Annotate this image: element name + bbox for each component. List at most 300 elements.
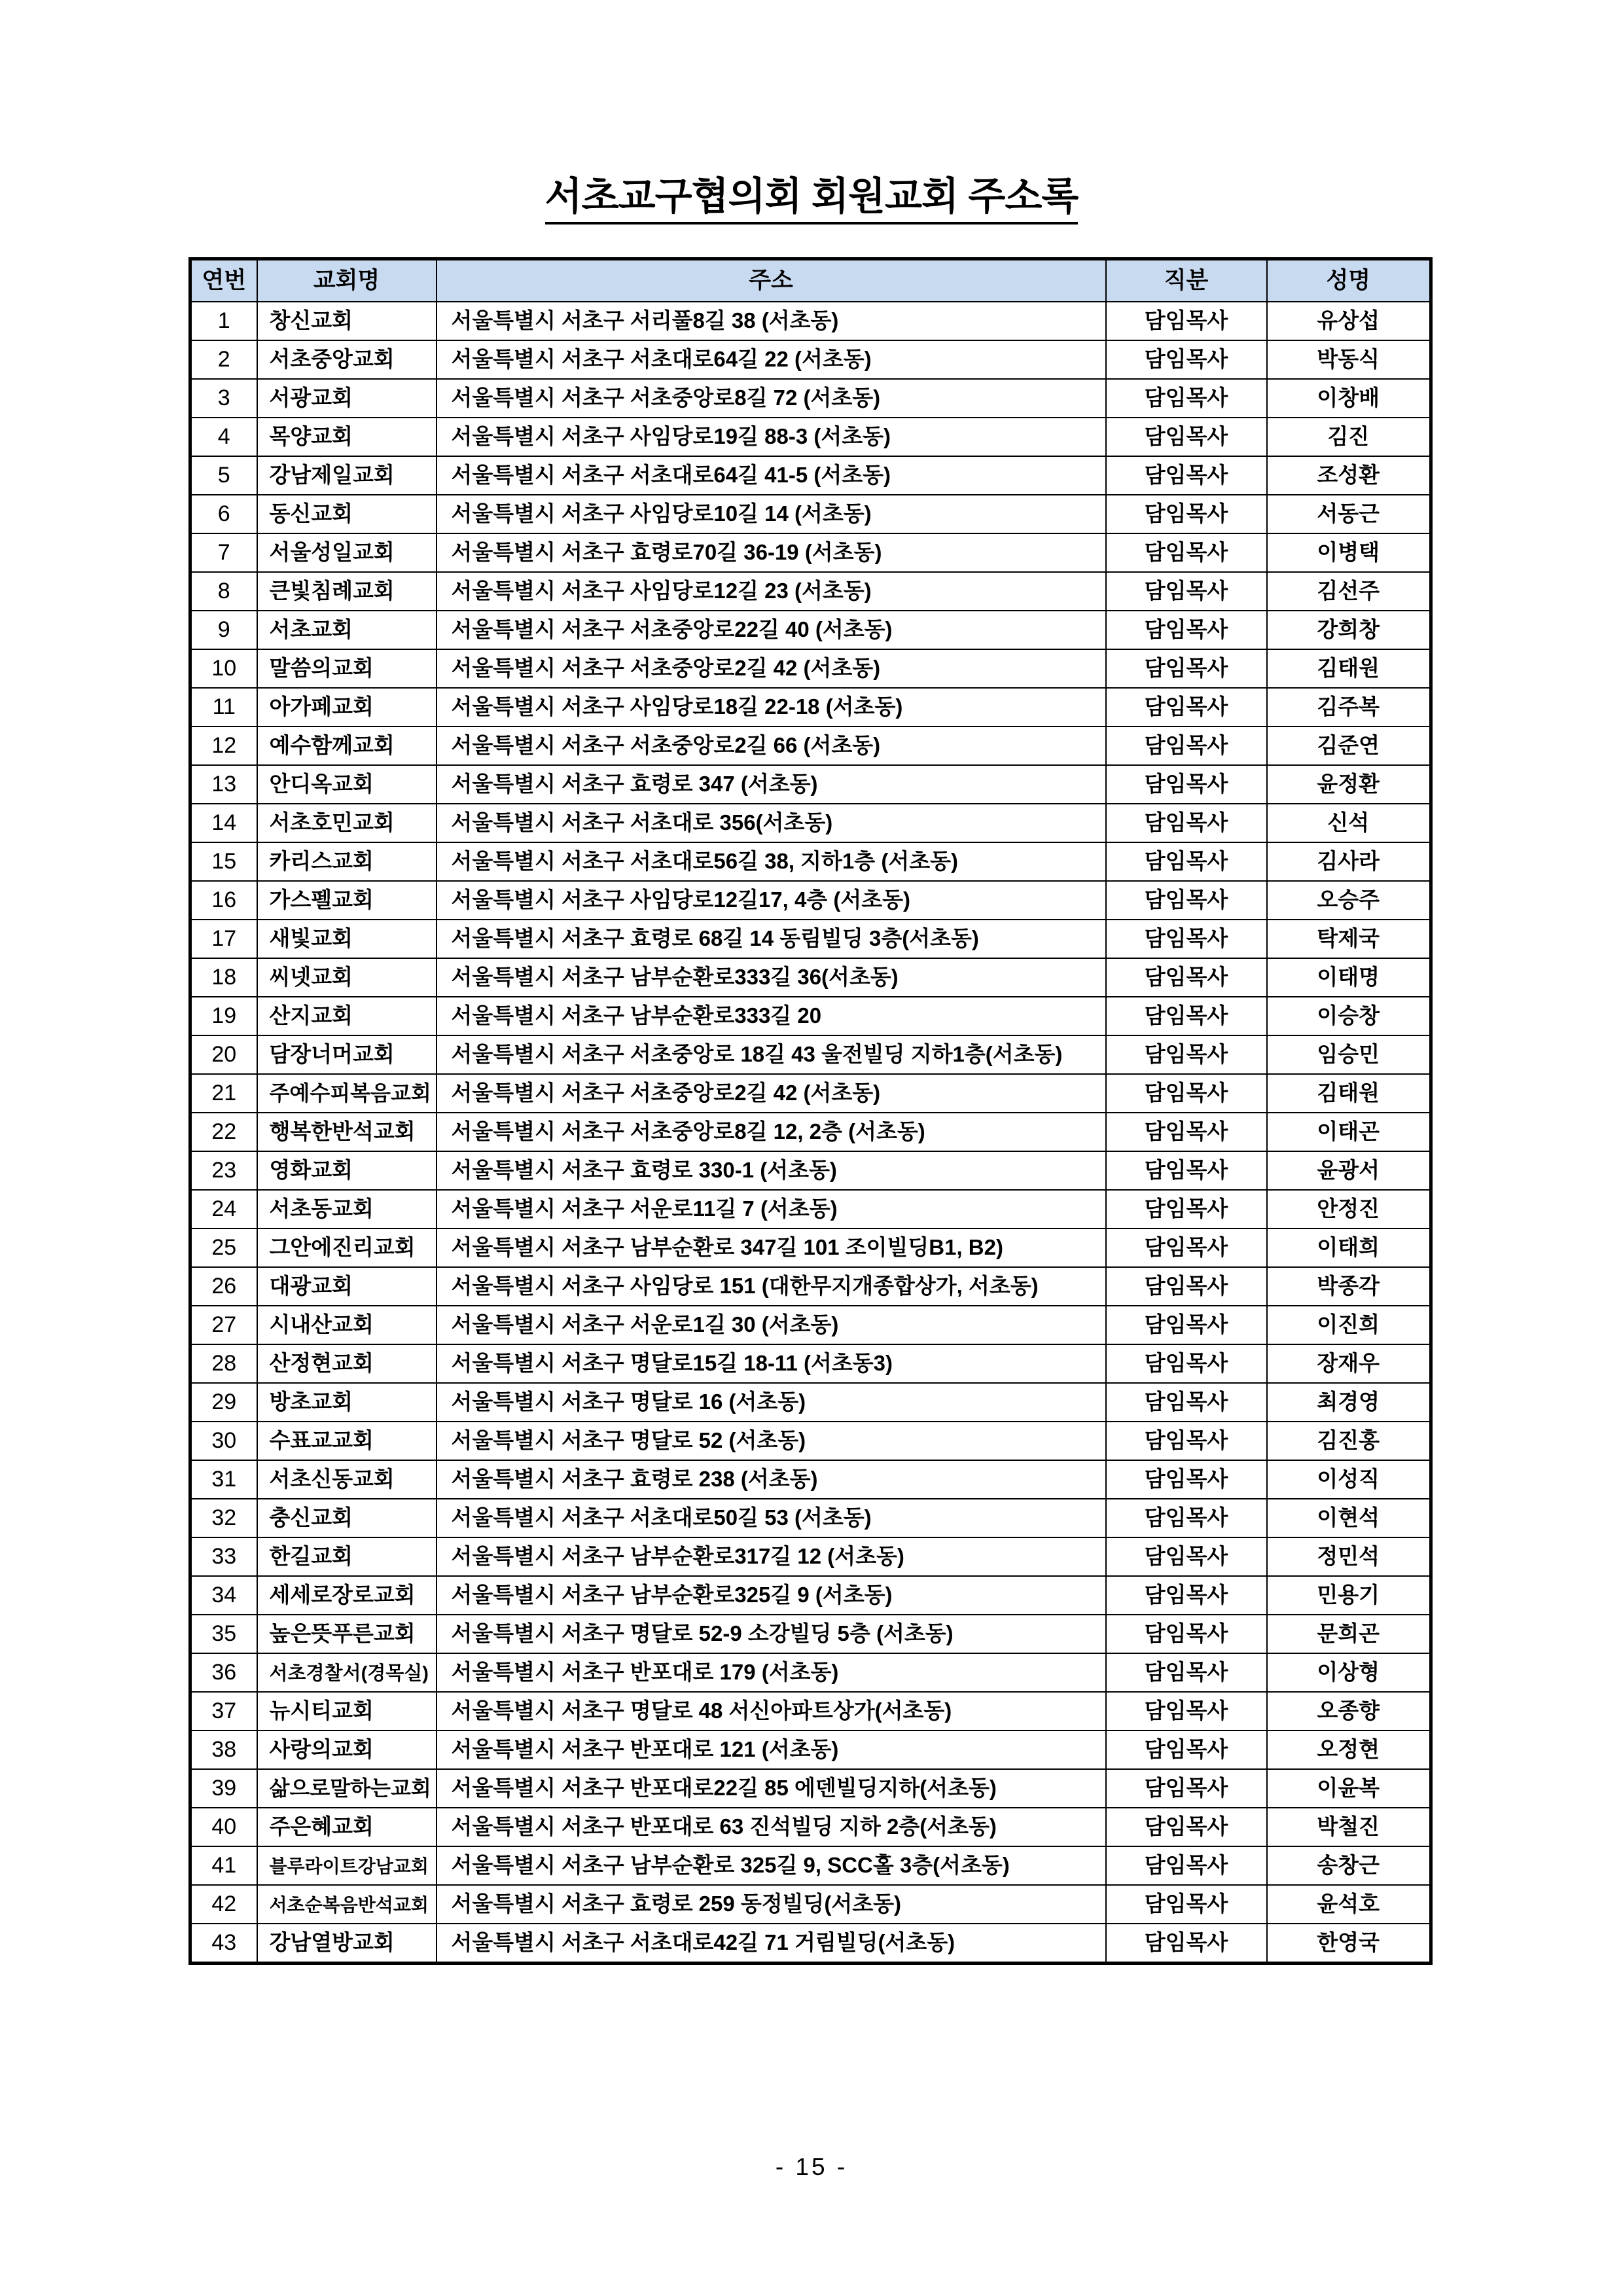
cell-role-text: 담임목사 xyxy=(1144,810,1228,835)
cell-church-name-text: 아가페교회 xyxy=(269,694,374,719)
cell-address-text: 서울특별시 서초구 남부순환로 325길 9, SCC홀 3층(서초동) xyxy=(451,1853,1010,1878)
cell-church-name-text: 서초경찰서(경목실) xyxy=(269,1663,429,1685)
cell-church-name-text: 한길교회 xyxy=(269,1544,353,1569)
cell-person-name-text: 탁제국 xyxy=(1317,926,1380,951)
cell-no xyxy=(190,804,257,842)
cell-no-text: 24 xyxy=(211,1196,237,1221)
cell-address xyxy=(437,958,1106,997)
cell-person-name-text: 김태원 xyxy=(1317,656,1380,681)
cell-no xyxy=(190,1344,257,1383)
cell-no-text: 15 xyxy=(211,848,237,874)
cell-address-text: 서울특별시 서초구 남부순환로317길 12 (서초동) xyxy=(451,1544,904,1569)
cell-role-text: 담임목사 xyxy=(1144,1698,1228,1723)
cell-role xyxy=(1106,920,1267,958)
cell-no xyxy=(190,1151,257,1190)
cell-address xyxy=(437,688,1106,726)
cell-person-name-text: 김주복 xyxy=(1317,694,1380,719)
cell-person-name xyxy=(1267,1615,1431,1653)
cell-church-name xyxy=(257,1383,437,1422)
cell-person-name xyxy=(1267,1306,1431,1344)
cell-person-name-text: 이병택 xyxy=(1317,540,1380,565)
cell-address xyxy=(437,1576,1106,1615)
cell-role xyxy=(1106,1499,1267,1537)
table-row xyxy=(190,1229,1431,1267)
cell-no-text: 33 xyxy=(211,1543,237,1569)
cell-no xyxy=(190,765,257,804)
cell-person-name xyxy=(1267,1692,1431,1731)
cell-address-text: 서울특별시 서초구 효령로 347 (서초동) xyxy=(451,772,818,797)
cell-no xyxy=(190,1190,257,1229)
cell-address-text: 서울특별시 서초구 반포대로 121 (서초동) xyxy=(451,1737,839,1762)
cell-address xyxy=(437,495,1106,533)
column-header-church-name: 교회명 xyxy=(257,259,437,302)
cell-church-name xyxy=(257,1422,437,1460)
cell-no xyxy=(190,1769,257,1808)
cell-role-text: 담임목사 xyxy=(1144,1814,1228,1839)
cell-role-text: 담임목사 xyxy=(1144,733,1228,758)
cell-role xyxy=(1106,1808,1267,1846)
cell-role xyxy=(1106,1576,1267,1615)
cell-address xyxy=(437,1151,1106,1190)
cell-person-name xyxy=(1267,418,1431,456)
cell-no xyxy=(190,958,257,997)
cell-address-text: 서울특별시 서초구 효령로 238 (서초동) xyxy=(451,1467,818,1492)
cell-church-name-text: 영화교회 xyxy=(269,1158,353,1183)
cell-no-text: 4 xyxy=(217,423,230,449)
cell-role xyxy=(1106,1846,1267,1885)
cell-no xyxy=(190,726,257,765)
cell-address xyxy=(437,1422,1106,1460)
cell-no-text: 2 xyxy=(217,346,230,372)
cell-no-text: 30 xyxy=(211,1427,237,1453)
table-row xyxy=(190,1267,1431,1306)
cell-no-text: 19 xyxy=(211,1003,237,1028)
cell-person-name-text: 정민석 xyxy=(1317,1544,1380,1569)
cell-no-text: 41 xyxy=(211,1852,237,1878)
cell-role-text: 담임목사 xyxy=(1144,1081,1228,1105)
table-row xyxy=(190,340,1431,379)
table-row xyxy=(190,804,1431,842)
cell-role xyxy=(1106,1885,1267,1924)
cell-no-text: 14 xyxy=(211,810,237,835)
cell-no xyxy=(190,1074,257,1113)
cell-no xyxy=(190,1653,257,1692)
cell-church-name xyxy=(257,649,437,688)
table-row xyxy=(190,1113,1431,1151)
cell-address xyxy=(437,1344,1106,1383)
cell-person-name xyxy=(1267,1035,1431,1074)
cell-no-text: 43 xyxy=(211,1929,237,1955)
cell-role xyxy=(1106,1383,1267,1422)
cell-address xyxy=(437,1808,1106,1846)
cell-church-name-text: 대광교회 xyxy=(269,1274,353,1299)
cell-church-name-text: 가스펠교회 xyxy=(269,888,374,912)
cell-church-name-text: 뉴시티교회 xyxy=(269,1698,374,1723)
cell-person-name-text: 오승주 xyxy=(1317,888,1380,912)
cell-role xyxy=(1106,1344,1267,1383)
cell-church-name xyxy=(257,726,437,765)
table-row xyxy=(190,1344,1431,1383)
cell-address-text: 서울특별시 서초구 명달로 48 서신아파트상가(서초동) xyxy=(451,1698,952,1723)
cell-person-name xyxy=(1267,495,1431,533)
table-row xyxy=(190,1885,1431,1924)
cell-no xyxy=(190,495,257,533)
cell-no xyxy=(190,379,257,418)
cell-church-name xyxy=(257,881,437,920)
cell-church-name xyxy=(257,1344,437,1383)
cell-person-name-text: 강희창 xyxy=(1317,617,1380,642)
cell-role xyxy=(1106,1731,1267,1769)
cell-person-name xyxy=(1267,997,1431,1035)
cell-role xyxy=(1106,997,1267,1035)
cell-address-text: 서울특별시 서초구 사임당로12길17, 4층 (서초동) xyxy=(451,888,911,912)
cell-church-name-text: 서광교회 xyxy=(269,386,353,410)
cell-no xyxy=(190,1267,257,1306)
cell-role xyxy=(1106,958,1267,997)
table-row xyxy=(190,1692,1431,1731)
cell-address-text: 서울특별시 서초구 효령로 259 동정빌딩(서초동) xyxy=(451,1892,902,1916)
cell-church-name xyxy=(257,1692,437,1731)
table-row xyxy=(190,1383,1431,1422)
cell-church-name-text: 행복한반석교회 xyxy=(269,1119,416,1144)
cell-person-name-text: 조성환 xyxy=(1317,463,1380,488)
cell-church-name xyxy=(257,688,437,726)
cell-no xyxy=(190,1537,257,1576)
cell-address xyxy=(437,1692,1106,1731)
cell-address-text: 서울특별시 서초구 서운로1길 30 (서초동) xyxy=(451,1312,839,1337)
cell-role-text: 담임목사 xyxy=(1144,888,1228,912)
cell-person-name xyxy=(1267,1731,1431,1769)
table-header-row xyxy=(190,259,1431,302)
cell-no-text: 16 xyxy=(211,887,237,912)
cell-church-name xyxy=(257,920,437,958)
cell-person-name xyxy=(1267,1769,1431,1808)
cell-no xyxy=(190,1460,257,1499)
column-header-person-name: 성명 xyxy=(1267,259,1431,302)
cell-address-text: 서울특별시 서초구 남부순환로333길 20 xyxy=(451,1003,822,1028)
cell-role-text: 담임목사 xyxy=(1144,1853,1228,1878)
cell-person-name xyxy=(1267,726,1431,765)
cell-church-name-text: 서초순복음반석교회 xyxy=(269,1895,429,1916)
cell-no-text: 32 xyxy=(211,1505,237,1530)
cell-address xyxy=(437,842,1106,881)
cell-person-name xyxy=(1267,1537,1431,1576)
cell-address-text: 서울특별시 서초구 효령로70길 36-19 (서초동) xyxy=(451,540,882,565)
table-row xyxy=(190,456,1431,495)
cell-role-text: 담임목사 xyxy=(1144,1312,1228,1337)
cell-role-text: 담임목사 xyxy=(1144,926,1228,951)
table-row xyxy=(190,726,1431,765)
cell-church-name xyxy=(257,842,437,881)
cell-church-name-text: 높은뜻푸른교회 xyxy=(269,1621,416,1646)
cell-role-text: 담임목사 xyxy=(1144,1003,1228,1028)
cell-person-name xyxy=(1267,881,1431,920)
cell-no xyxy=(190,1113,257,1151)
cell-role-text: 담임목사 xyxy=(1144,386,1228,410)
cell-role-text: 담임목사 xyxy=(1144,772,1228,797)
cell-no xyxy=(190,649,257,688)
cell-person-name xyxy=(1267,1924,1431,1964)
cell-church-name xyxy=(257,1885,437,1924)
cell-person-name-text: 문희곤 xyxy=(1317,1621,1380,1646)
cell-address xyxy=(437,1499,1106,1537)
table-row xyxy=(190,1460,1431,1499)
cell-church-name xyxy=(257,1113,437,1151)
cell-no-text: 25 xyxy=(211,1234,237,1260)
cell-church-name xyxy=(257,418,437,456)
cell-role-text: 담임목사 xyxy=(1144,1544,1228,1569)
cell-no xyxy=(190,1576,257,1615)
cell-address-text: 서울특별시 서초구 서초중앙로8길 12, 2층 (서초동) xyxy=(451,1119,925,1144)
cell-role-text: 담임목사 xyxy=(1144,1660,1228,1685)
cell-address xyxy=(437,1924,1106,1964)
cell-church-name-text: 강남열방교회 xyxy=(269,1930,395,1955)
cell-role xyxy=(1106,1422,1267,1460)
cell-role-text: 담임목사 xyxy=(1144,1737,1228,1762)
cell-person-name-text: 이승창 xyxy=(1317,1003,1380,1028)
cell-address-text: 서울특별시 서초구 서초중앙로2길 42 (서초동) xyxy=(451,1081,881,1105)
cell-no xyxy=(190,997,257,1035)
table-row xyxy=(190,881,1431,920)
cell-role xyxy=(1106,1190,1267,1229)
cell-church-name-text: 안디옥교회 xyxy=(269,772,374,797)
cell-role-text: 담임목사 xyxy=(1144,1042,1228,1067)
cell-no-text: 31 xyxy=(211,1466,237,1492)
cell-address-text: 서울특별시 서초구 효령로 68길 14 동림빌딩 3층(서초동) xyxy=(451,926,979,951)
cell-person-name-text: 최경영 xyxy=(1317,1390,1380,1414)
cell-church-name-text: 방초교회 xyxy=(269,1390,353,1414)
cell-church-name-text: 서초동교회 xyxy=(269,1196,374,1221)
table-body xyxy=(190,302,1431,1964)
cell-church-name xyxy=(257,1267,437,1306)
cell-church-name-text: 예수함께교회 xyxy=(269,733,395,758)
cell-no-text: 22 xyxy=(211,1119,237,1144)
cell-role xyxy=(1106,1615,1267,1653)
cell-person-name xyxy=(1267,572,1431,611)
cell-person-name xyxy=(1267,649,1431,688)
cell-address xyxy=(437,1846,1106,1885)
cell-no-text: 10 xyxy=(211,655,237,681)
cell-church-name-text: 큰빛침례교회 xyxy=(269,579,395,603)
cell-person-name xyxy=(1267,1267,1431,1306)
cell-address xyxy=(437,1306,1106,1344)
cell-person-name-text: 김사라 xyxy=(1317,849,1380,874)
cell-person-name xyxy=(1267,1846,1431,1885)
table-header xyxy=(190,259,1431,302)
cell-church-name-text: 산지교회 xyxy=(269,1003,353,1028)
cell-address xyxy=(437,1537,1106,1576)
cell-no xyxy=(190,1499,257,1537)
cell-person-name-text: 안정진 xyxy=(1317,1196,1380,1221)
cell-role xyxy=(1106,688,1267,726)
table-row xyxy=(190,1306,1431,1344)
table-row xyxy=(190,920,1431,958)
cell-no-text: 20 xyxy=(211,1041,237,1067)
cell-no xyxy=(190,1422,257,1460)
cell-role xyxy=(1106,1692,1267,1731)
cell-no-text: 26 xyxy=(211,1273,237,1299)
cell-role-text: 담임목사 xyxy=(1144,1428,1228,1453)
cell-church-name xyxy=(257,379,437,418)
cell-address-text: 서울특별시 서초구 명달로15길 18-11 (서초동3) xyxy=(451,1351,893,1376)
cell-role xyxy=(1106,302,1267,340)
cell-church-name xyxy=(257,1576,437,1615)
cell-church-name-text: 서초중앙교회 xyxy=(269,347,395,372)
cell-role-text: 담임목사 xyxy=(1144,1390,1228,1414)
table-row xyxy=(190,1808,1431,1846)
cell-person-name-text: 이상형 xyxy=(1317,1660,1380,1685)
cell-no xyxy=(190,920,257,958)
table-row xyxy=(190,1035,1431,1074)
cell-church-name xyxy=(257,1653,437,1692)
cell-address xyxy=(437,726,1106,765)
cell-church-name xyxy=(257,1035,437,1074)
table-row xyxy=(190,379,1431,418)
cell-no-text: 17 xyxy=(211,925,237,951)
cell-role-text: 담임목사 xyxy=(1144,1158,1228,1183)
cell-person-name xyxy=(1267,1344,1431,1383)
cell-church-name-text: 서초신동교회 xyxy=(269,1467,395,1492)
cell-no-text: 7 xyxy=(217,539,230,565)
cell-person-name-text: 이윤복 xyxy=(1317,1776,1380,1801)
table-row xyxy=(190,1499,1431,1537)
cell-church-name xyxy=(257,1731,437,1769)
cell-no xyxy=(190,418,257,456)
cell-role xyxy=(1106,611,1267,649)
cell-church-name-text: 주은혜교회 xyxy=(269,1814,374,1839)
cell-no xyxy=(190,611,257,649)
cell-address-text: 서울특별시 서초구 반포대로 63 진석빌딩 지하 2층(서초동) xyxy=(451,1814,997,1839)
page-title xyxy=(0,175,1623,224)
cell-person-name-text: 오종향 xyxy=(1317,1698,1380,1723)
cell-role-text: 담임목사 xyxy=(1144,1776,1228,1801)
cell-no xyxy=(190,1808,257,1846)
cell-church-name xyxy=(257,1846,437,1885)
cell-church-name xyxy=(257,958,437,997)
cell-address-text: 서울특별시 서초구 반포대로 179 (서초동) xyxy=(451,1660,839,1685)
cell-person-name-text: 김진 xyxy=(1327,424,1370,449)
cell-role-text: 담임목사 xyxy=(1144,1892,1228,1916)
cell-no xyxy=(190,1035,257,1074)
cell-person-name xyxy=(1267,1074,1431,1113)
cell-no-text: 36 xyxy=(211,1659,237,1685)
cell-person-name-text: 유상섭 xyxy=(1317,308,1380,333)
column-header-role: 직분 xyxy=(1106,259,1267,302)
cell-person-name-text: 김태원 xyxy=(1317,1081,1380,1105)
cell-role-text: 담임목사 xyxy=(1144,1467,1228,1492)
table-row xyxy=(190,1924,1431,1964)
table-row xyxy=(190,302,1431,340)
cell-address-text: 서울특별시 서초구 사임당로10길 14 (서초동) xyxy=(451,501,872,526)
cell-church-name xyxy=(257,1924,437,1964)
cell-address xyxy=(437,418,1106,456)
cell-church-name xyxy=(257,340,437,379)
cell-role xyxy=(1106,456,1267,495)
cell-person-name xyxy=(1267,1229,1431,1267)
cell-address-text: 서울특별시 서초구 서운로11길 7 (서초동) xyxy=(451,1196,838,1221)
cell-no xyxy=(190,842,257,881)
cell-church-name xyxy=(257,1808,437,1846)
cell-role xyxy=(1106,1460,1267,1499)
cell-address-text: 서울특별시 서초구 서초중앙로22길 40 (서초동) xyxy=(451,617,893,642)
cell-church-name xyxy=(257,804,437,842)
cell-church-name xyxy=(257,533,437,572)
cell-address xyxy=(437,1035,1106,1074)
cell-role-text: 담임목사 xyxy=(1144,347,1228,372)
table-row xyxy=(190,1422,1431,1460)
table-row xyxy=(190,1190,1431,1229)
cell-address xyxy=(437,340,1106,379)
cell-person-name-text: 김선주 xyxy=(1317,579,1380,603)
cell-role xyxy=(1106,1035,1267,1074)
table-row xyxy=(190,611,1431,649)
cell-address xyxy=(437,379,1106,418)
cell-role xyxy=(1106,495,1267,533)
cell-no xyxy=(190,1615,257,1653)
cell-person-name xyxy=(1267,611,1431,649)
cell-role xyxy=(1106,572,1267,611)
cell-church-name xyxy=(257,997,437,1035)
cell-church-name-text: 목양교회 xyxy=(269,424,353,449)
cell-no xyxy=(190,1383,257,1422)
cell-church-name xyxy=(257,456,437,495)
cell-person-name xyxy=(1267,1499,1431,1537)
table-row xyxy=(190,688,1431,726)
cell-role xyxy=(1106,1306,1267,1344)
cell-role xyxy=(1106,1653,1267,1692)
cell-role-text: 담임목사 xyxy=(1144,694,1228,719)
table-row xyxy=(190,997,1431,1035)
cell-address xyxy=(437,1383,1106,1422)
cell-address xyxy=(437,1460,1106,1499)
cell-no xyxy=(190,881,257,920)
cell-no xyxy=(190,533,257,572)
cell-person-name-text: 윤광서 xyxy=(1317,1158,1380,1183)
cell-role-text: 담임목사 xyxy=(1144,579,1228,603)
cell-role-text: 담임목사 xyxy=(1144,501,1228,526)
cell-role xyxy=(1106,1229,1267,1267)
cell-no-text: 13 xyxy=(211,771,237,797)
cell-church-name xyxy=(257,1229,437,1267)
cell-person-name-text: 이태희 xyxy=(1317,1235,1380,1260)
cell-person-name xyxy=(1267,302,1431,340)
cell-person-name-text: 윤정환 xyxy=(1317,772,1380,797)
cell-person-name-text: 임승민 xyxy=(1317,1042,1380,1067)
cell-address-text: 서울특별시 서초구 명달로 52 (서초동) xyxy=(451,1428,806,1453)
cell-role xyxy=(1106,842,1267,881)
cell-address-text: 서울특별시 서초구 사임당로19길 88-3 (서초동) xyxy=(451,424,891,449)
cell-church-name xyxy=(257,1615,437,1653)
cell-church-name-text: 시내산교회 xyxy=(269,1312,374,1337)
cell-no-text: 1 xyxy=(217,308,230,333)
table-row xyxy=(190,1074,1431,1113)
cell-role xyxy=(1106,1074,1267,1113)
cell-church-name-text: 카리스교회 xyxy=(269,849,374,874)
cell-church-name xyxy=(257,1460,437,1499)
cell-person-name-text: 박종각 xyxy=(1317,1274,1380,1299)
cell-role xyxy=(1106,804,1267,842)
cell-address-text: 서울특별시 서초구 남부순환로 347길 101 조이빌딩B1, B2) xyxy=(451,1235,1003,1260)
cell-address-text: 서울특별시 서초구 서초중앙로8길 72 (서초동) xyxy=(451,386,881,410)
cell-person-name-text: 이진희 xyxy=(1317,1312,1380,1337)
cell-address xyxy=(437,920,1106,958)
cell-person-name-text: 박동식 xyxy=(1317,347,1380,372)
cell-person-name-text: 이태명 xyxy=(1317,965,1380,990)
cell-role-text: 담임목사 xyxy=(1144,1196,1228,1221)
address-table-container xyxy=(188,257,1429,1965)
cell-no xyxy=(190,688,257,726)
cell-role xyxy=(1106,765,1267,804)
